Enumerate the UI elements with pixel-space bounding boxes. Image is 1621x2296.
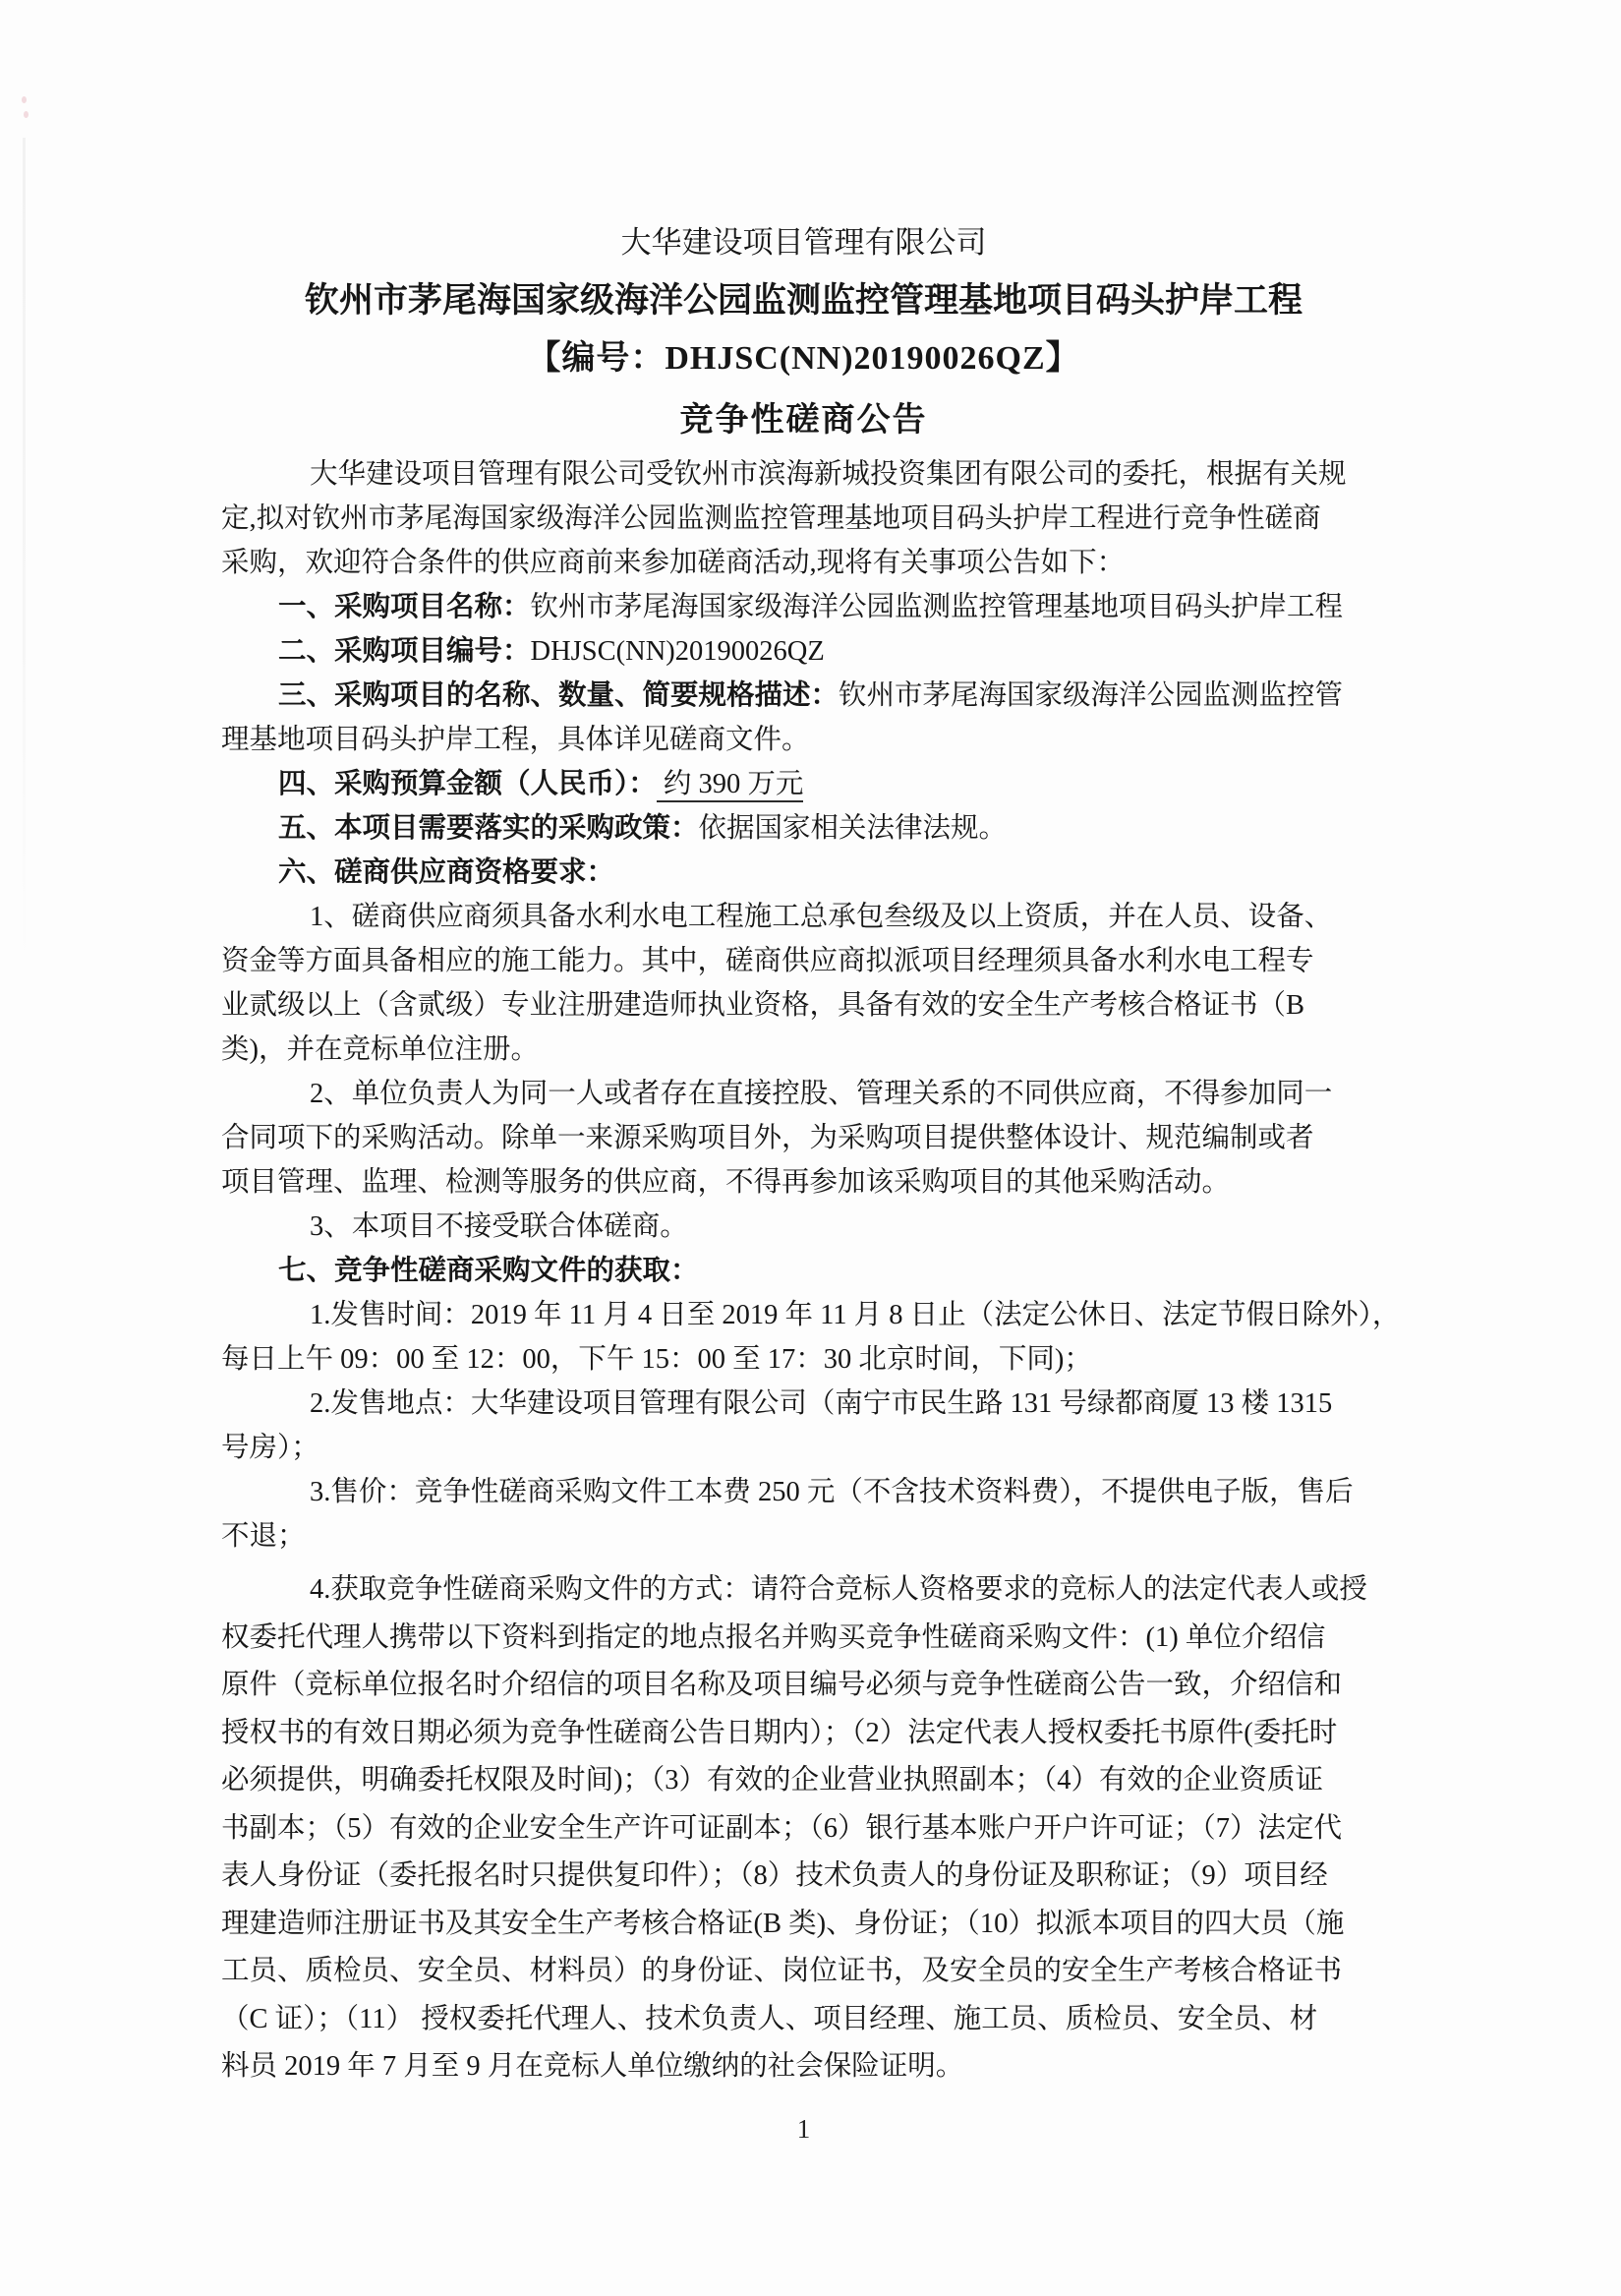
doc-line-segment: 理建造师注册证书及其安全生产考核合格证(B 类)、身份证；（10）拟派本项目的四大员（施 [221,1908,1345,1939]
doc-line-segment: 1.发售时间：2019 年 11 月 4 日至 2019 年 11 月 8 日止（法定公休日、法定节假日除外）， [310,1300,1401,1330]
doc-line [221,1293,1401,1337]
doc-number: 【编号：DHJSC(NN)20190026QZ】 [527,340,1080,377]
doc-line [221,1337,1386,1382]
doc-line-segment: 工员、质检员、安全员、材料员）的身份证、岗位证书，及安全员的安全生产考核合格证书 [221,1956,1343,1986]
doc-line [221,1710,1386,1758]
doc-line-segment: 采购，欢迎符合条件的供应商前来参加磋商活动,现将有关事项公告如下： [221,548,1126,578]
doc-line [221,674,1386,718]
doc-line-segment: 业贰级以上（含贰级）专业注册建造师执业资格，具备有效的安全生产考核合格证书（B [221,990,1305,1021]
doc-line [221,1662,1386,1710]
doc-line [221,1249,1386,1293]
doc-line [221,1566,1386,1615]
doc-line-segment: 权委托代理人携带以下资料到指定的地点报名并购买竞争性磋商采购文件：(1) 单位介绍信 [221,1621,1326,1653]
doc-line-segment: 原件（竞标单位报名时介绍信的项目名称及项目编号必须与竞争性磋商公告一致，介绍信和 [221,1670,1343,1700]
doc-line-segment: 4.获取竞争性磋商采购文件的方式：请符合竞标人资格要求的竞标人的法定代表人或授 [310,1574,1367,1605]
doc-line [221,1615,1386,1663]
doc-line [221,1116,1386,1160]
page-number: 1 [796,2114,811,2144]
doc-line-segment: 依据国家相关法律法规。 [698,813,1008,844]
doc-line-segment: 项目管理、监理、检测等服务的供应商，不得再参加该采购项目的其他采购活动。 [221,1167,1231,1198]
doc-line [221,1028,1386,1072]
doc-line [221,541,1386,585]
doc-line [221,895,1386,939]
scan-mark-artifact [24,111,29,118]
doc-line [221,1382,1386,1426]
doc-line [221,851,1386,895]
doc-line-segment: 每日上午 09：00 至 12：00，下午 15：00 至 17：30 北京时间，下同)； [221,1344,1092,1375]
doc-line-segment: 钦州市茅尾海国家级海洋公园监测监控管 [839,680,1344,711]
doc-body [221,452,1401,2091]
doc-line [221,1514,1386,1559]
doc-line-segment: 1、磋商供应商须具备水利水电工程施工总承包叁级及以上资质，并在人员、设备、 [310,902,1333,932]
doc-line-segment: 书副本；（5）有效的企业安全生产许可证副本；（6）银行基本账户开户许可证；（7）法定代 [221,1812,1343,1844]
doc-line-segment: 3.售价：竞争性磋商采购文件工本费 250 元（不含技术资料费），不提供电子版，售后 [310,1477,1354,1507]
doc-line [221,806,1386,851]
doc-line [221,1072,1386,1116]
doc-line-segment: 不退； [221,1521,306,1552]
doc-line-segment: 理基地项目码头护岸工程，具体详见磋商文件。 [221,725,810,755]
doc-line-segment: 号房）； [221,1433,319,1463]
doc-line [221,2043,1386,2091]
doc-line [221,762,1386,806]
text-column [221,0,1401,2091]
doc-line-segment: 二、采购项目编号： [278,636,531,667]
doc-line-segment: 五、本项目需要落实的采购政策： [278,813,699,844]
doc-type-title: 竞争性磋商公告 [679,402,928,439]
scan-fold-artifact [23,138,26,964]
doc-line [221,1426,1386,1470]
doc-line-segment: 定,拟对钦州市茅尾海国家级海洋公园监测监控管理基地项目码头护岸工程进行竞争性磋商 [221,503,1321,534]
doc-line-segment: 3、本项目不接受联合体磋商。 [310,1211,688,1242]
doc-line [221,497,1386,541]
doc-line [221,629,1386,674]
doc-line [221,1996,1386,2044]
doc-line [221,585,1386,629]
doc-line [221,939,1386,983]
doc-line [221,1853,1386,1901]
doc-line-segment: 合同项下的采购活动。除单一来源采购项目外，为采购项目提供整体设计、规范编制或者 [221,1123,1314,1153]
doc-line [221,983,1386,1028]
doc-line-segment: 大华建设项目管理有限公司受钦州市滨海新城投资集团有限公司的委托，根据有关规 [310,459,1347,490]
doc-line-segment: 2、单位负责人为同一人或者存在直接控股、管理关系的不同供应商，不得参加同一 [310,1079,1333,1109]
doc-line-segment: 六、磋商供应商资格要求： [278,857,615,888]
doc-line-segment: 三、采购项目的名称、数量、简要规格描述： [278,680,839,711]
doc-line-segment: DHJSC(NN)20190026QZ [530,636,825,667]
doc-line-segment: 资金等方面具备相应的施工能力。其中，磋商供应商拟派项目经理须具备水利水电工程专 [221,946,1314,976]
doc-line-segment: 2.发售地点：大华建设项目管理有限公司（南宁市民生路 131 号绿都商厦 13 楼 1315 [310,1388,1333,1419]
doc-line [221,1805,1386,1854]
org-title: 大华建设项目管理有限公司 [620,225,987,260]
doc-line-segment: 钦州市茅尾海国家级海洋公园监测监控管理基地项目码头护岸工程 [530,592,1344,622]
doc-line-segment: 七、竞争性磋商采购文件的获取： [278,1256,699,1286]
doc-line-segment: 四、采购预算金额（人民币）： [278,769,657,799]
project-title: 钦州市茅尾海国家级海洋公园监测监控管理基地项目码头护岸工程 [304,281,1303,320]
doc-line-segment: 类)，并在竞标单位注册。 [221,1034,539,1065]
doc-line-segment: 一、采购项目名称： [278,592,531,622]
doc-line [221,1901,1386,1949]
doc-line-segment: （C 证）；（11） 授权委托代理人、技术负责人、项目经理、施工员、质检员、安全员、材 [221,2003,1318,2034]
doc-line [221,1205,1386,1249]
doc-line [221,718,1386,762]
doc-line-segment: 授权书的有效日期必须为竞争性磋商公告日期内）；（2）法定代表人授权委托书原件(委托时 [221,1717,1338,1748]
scan-mark-artifact [22,96,27,103]
doc-line-segment: 约 390 万元 [657,769,804,802]
doc-line [221,1948,1386,1996]
doc-line-segment: 必须提供，明确委托权限及时间)；（3）有效的企业营业执照副本；（4）有效的企业资质证 [221,1765,1323,1796]
doc-line-segment: 表人身份证（委托报名时只提供复印件）；（8）技术负责人的身份证及职称证；（9）项目经 [221,1860,1328,1891]
doc-line [221,1757,1386,1805]
doc-line-segment: 料员 2019 年 7 月至 9 月在竞标人单位缴纳的社会保险证明。 [221,2051,964,2082]
doc-line [221,1470,1386,1514]
doc-line [221,452,1386,497]
doc-line [221,1160,1386,1205]
